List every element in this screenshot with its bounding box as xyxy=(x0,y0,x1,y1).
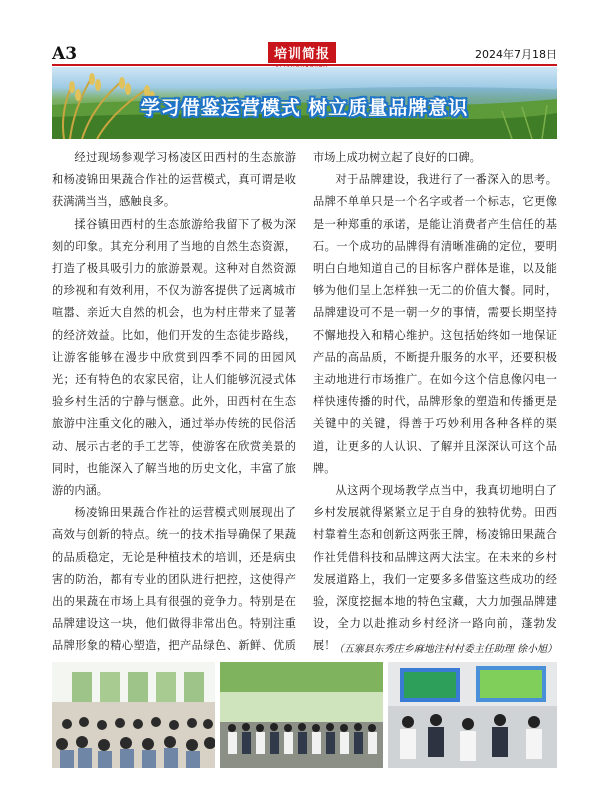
article-banner xyxy=(52,67,557,139)
masthead-title: 培训简报 xyxy=(268,42,336,63)
paragraph: 从这两个现场教学点当中，我真切地明白了乡村发展就得紧紧立足于自身的独特优势。田西村靠着生态和创新这两张王牌，杨凌锦田果蔬合作社凭借科技和品牌这两大法宝。在未来的乡村发展道路上，我们一定要多多借鉴这些成功的经验，深度挖掘本地的特色宝藏，大力加强品牌建设，全力以赴推动乡村经济一路向前，蓬勃发展！ xyxy=(313,484,557,653)
paragraph: 经过现场参观学习杨凌区田西村的生态旅游和杨凌锦田果蔬合作社的运营模式，真可谓是收获满满当当，感触良多。 xyxy=(52,151,296,209)
paragraph-continuation: 市场上成功树立起了良好的口碑。 xyxy=(313,151,481,164)
page-header xyxy=(52,44,557,66)
paragraph: 杨凌锦田果蔬合作社的运营模式则展现出了高效与创新的特点。统一的技术指导确保了果蔬的品质稳定，无论是种植技术的培训，还是病虫害的防治，都有专业的团队进行把控，这使得产出的果蔬在市场上具有很强的竞争力。特别是在品牌建设这一块，他们做得非常出色。特别注重品牌形象的精心塑造，把产品绿色、新鲜、优质 xyxy=(52,506,296,653)
article-column-left xyxy=(52,147,296,680)
page-number: A3 xyxy=(52,44,78,64)
photo-group-greenhouse xyxy=(220,662,383,768)
header-rule xyxy=(52,64,557,66)
paragraph: 揉谷镇田西村的生态旅游给我留下了极为深刻的印象。其充分利用了当地的自然生态资源，打造了极具吸引力的旅游景观。这种对自然资源的珍视和有效利用，不仅为游客提供了远离城市喧嚣、亲近大自然的机会，也为村庄带来了显著的经济效益。比如，他们开发的生态徒步路线，让游客能够在漫步中欣赏到四季不同的田园风光；还有特色的农家民宿，让人们能够沉浸式体验乡村生活的宁静与惬意。此外，田西村在生态旅游中注重文化的融入，通过举办传统的民俗活动、展示古老的手工艺等，使游客在欣赏美景的同时，也能深入了解当地的历史文化，丰富了旅游的内涵。 xyxy=(52,217,296,498)
issue-date: 2024年7月18日 xyxy=(475,48,557,61)
photo-control-room xyxy=(388,662,557,768)
article-headline: 学习借鉴运营模式 树立质量品牌意识 xyxy=(140,97,469,119)
paragraph: 对于品牌建设，我进行了一番深入的思考。品牌不单单只是一个名字或者一个标志，它更像是一种郑重的承诺，是能让消费者产生信任的基石。一个成功的品牌得有清晰准确的定位，要明明白白地知道自己的目标客户群体是谁，以及能够为他们呈上怎样独一无二的价值大餐。同时，品牌建设可不是一朝一夕的事情，需要长期坚持不懈地投入和精心维护。这包括始终如一地保证产品的高品质，不断提升服务的水平，还要积极主动地进行市场推广。在如今这个信息像闪电一样快速传播的时代，品牌形象的塑造和传播更是关键中的关键，得善于巧妙利用各种各样的渠道，让更多的人认识、了解并且深深认可这个品牌。 xyxy=(313,173,557,475)
author-signature: （五寨县东秀庄乡麻地注村村委主任助理 徐小旭） xyxy=(333,644,557,655)
photo-lecture-hall xyxy=(52,662,215,768)
article-column-right xyxy=(313,147,557,658)
